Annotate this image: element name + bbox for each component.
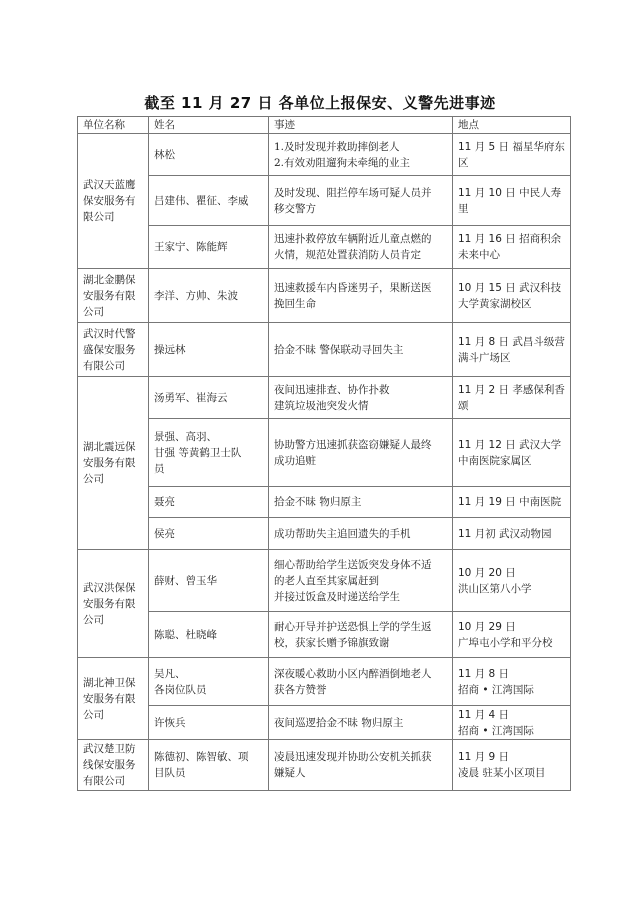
- deeds-cell: [269, 226, 453, 269]
- deeds-cell-line: 凌晨迅速发现并协助公安机关抓获: [274, 751, 432, 763]
- deeds-cell: [269, 176, 453, 226]
- document-title: 截至 11 月 27 日 各单位上报保安、义警先进事迹: [144, 94, 496, 112]
- deeds-cell: [269, 658, 453, 706]
- location-cell-line: 11 月 16 日 招商积余: [458, 233, 562, 245]
- deeds-cell: [269, 550, 453, 612]
- unit-name-cell-line: 武汉楚卫防: [83, 743, 136, 755]
- deeds-cell-line: 拾金不昧 警保联动寻回失主: [274, 343, 404, 356]
- header-deeds: 事迹: [269, 117, 453, 134]
- deeds-cell-line: 成功追赃: [274, 454, 316, 467]
- location-cell-line: 11 月初 武汉动物园: [458, 527, 552, 540]
- names-cell-line: 陈聪、杜晓峰: [154, 628, 217, 641]
- deeds-cell-line: 挽回生命: [274, 297, 316, 310]
- location-cell: [453, 226, 571, 269]
- deeds-cell-line: 迅速救援车内昏迷男子，果断送医: [274, 281, 432, 294]
- location-cell-line: 招商 • 江湾国际: [458, 683, 534, 696]
- unit-name-cell-line: 公司: [83, 473, 104, 485]
- unit-name-cell-line: 湖北震远保: [83, 441, 136, 453]
- names-cell-line: 操远林: [154, 343, 186, 356]
- location-cell-line: 满斗广场区: [458, 351, 511, 364]
- deeds-cell: [269, 269, 453, 323]
- names-cell-line: 各岗位队员: [154, 683, 207, 696]
- names-cell-line: 景强、高羽、: [154, 430, 217, 443]
- location-cell-line: 洪山区第八小学: [458, 582, 532, 595]
- names-cell: [149, 323, 269, 377]
- unit-name-cell: [78, 550, 149, 658]
- names-cell-line: 汤勇军、崔海云: [154, 391, 228, 404]
- unit-name-cell: [78, 269, 149, 323]
- location-cell-line: 10 月 15 日 武汉科技: [458, 281, 562, 294]
- unit-name-cell-line: 安服务有限: [83, 289, 136, 302]
- location-cell-line: 里: [458, 202, 469, 215]
- unit-name-cell: [78, 323, 149, 377]
- names-cell-line: 许恢兵: [154, 716, 186, 729]
- names-cell-line: 甘强 等黄鹤卫士队: [154, 446, 242, 459]
- deeds-cell-line: 火情，规范处置获消防人员肯定: [274, 249, 421, 261]
- unit-name-cell: [78, 658, 149, 740]
- header-location: 地点: [453, 117, 571, 134]
- location-cell-line: 广埠屯小学和平分校: [458, 636, 553, 649]
- location-cell: [453, 176, 571, 226]
- location-cell-line: 大学黄家湖校区: [458, 297, 532, 310]
- names-cell: [149, 518, 269, 550]
- deeds-cell-line: 夜间巡逻拾金不昧 物归原主: [274, 716, 404, 729]
- location-cell-line: 11 月 2 日 孝感保利香: [458, 383, 565, 396]
- table-row: [78, 658, 571, 706]
- deeds-cell: [269, 612, 453, 658]
- names-cell-line: 聂亮: [154, 496, 175, 508]
- names-cell-line: 目队员: [154, 767, 186, 779]
- location-cell: [453, 134, 571, 176]
- deeds-cell-line: 移交警方: [274, 202, 316, 215]
- location-cell-line: 10 月 29 日: [458, 620, 516, 633]
- deeds-cell: [269, 377, 453, 419]
- unit-name-cell-line: 保安服务有: [83, 195, 136, 207]
- table-row: [78, 706, 571, 740]
- deeds-cell-line: 细心帮助给学生送饭突发身体不适: [274, 558, 432, 571]
- location-cell: [453, 706, 571, 740]
- location-cell: [453, 612, 571, 658]
- location-cell: [453, 419, 571, 487]
- names-cell-line: 陈德初、陈智敏、项: [154, 751, 249, 763]
- deeds-cell: [269, 706, 453, 740]
- unit-name-cell-line: 限公司: [83, 211, 115, 223]
- deeds-cell: [269, 323, 453, 377]
- unit-name-cell-line: 湖北金鹏保: [83, 273, 136, 286]
- deeds-cell: [269, 487, 453, 518]
- location-cell: [453, 377, 571, 419]
- deeds-cell: [269, 419, 453, 487]
- location-cell: [453, 550, 571, 612]
- location-cell: [453, 740, 571, 791]
- names-cell: [149, 134, 269, 176]
- location-cell: [453, 487, 571, 518]
- location-cell-line: 11 月 19 日 中南医院: [458, 496, 562, 508]
- names-cell: [149, 487, 269, 518]
- deeds-cell-line: 耐心开导并护送恐惧上学的学生返: [274, 620, 432, 633]
- location-cell-line: 11 月 9 日: [458, 751, 510, 763]
- table-row: [78, 518, 571, 550]
- deeds-cell-line: 1.及时发现并救助摔倒老人: [274, 140, 400, 153]
- deeds-cell-line: 拾金不昧 物归原主: [274, 496, 362, 508]
- table-row: [78, 269, 571, 323]
- unit-name-cell-line: 安服务有限: [83, 597, 136, 610]
- location-cell: [453, 658, 571, 706]
- location-cell-line: 11 月 8 日 武昌斗级营: [458, 335, 565, 348]
- location-cell-line: 11 月 5 日 福星华府东: [458, 140, 565, 153]
- unit-name-cell: [78, 740, 149, 791]
- table-row: [78, 550, 571, 612]
- deeds-cell-line: 获各方赞誉: [274, 683, 327, 696]
- table-row: [78, 419, 571, 487]
- names-cell: [149, 740, 269, 791]
- deeds-cell-line: 2.有效劝阻遛狗未牵绳的业主: [274, 156, 411, 169]
- names-cell-line: 吴凡、: [154, 667, 186, 680]
- names-cell: [149, 176, 269, 226]
- deeds-cell: [269, 518, 453, 550]
- names-cell-line: 侯亮: [154, 527, 175, 540]
- deeds-cell-line: 校，获家长赠予锦旗致谢: [274, 636, 390, 649]
- names-cell-line: 王家宁、陈能辉: [154, 241, 228, 253]
- names-cell-line: 林松: [154, 148, 175, 161]
- names-cell: [149, 269, 269, 323]
- unit-name-cell-line: 有限公司: [83, 359, 125, 372]
- unit-name-cell-line: 武汉洪保保: [83, 581, 136, 594]
- names-cell-line: 员: [154, 462, 165, 475]
- unit-name-cell-line: 湖北神卫保: [83, 676, 136, 689]
- location-cell-line: 区: [458, 156, 469, 169]
- deeds-cell-line: 嫌疑人: [274, 767, 306, 779]
- unit-name-cell-line: 武汉天蓝鹰: [83, 179, 136, 191]
- deeds-cell: [269, 134, 453, 176]
- deeds-cell-line: 深夜暖心救助小区内醉酒倒地老人: [274, 667, 432, 680]
- deeds-cell-line: 并接过饭盒及时递送给学生: [274, 590, 400, 603]
- unit-name-cell: [78, 134, 149, 269]
- location-cell-line: 11 月 8 日: [458, 667, 510, 680]
- names-cell-line: 李洋、方帅、朱波: [154, 289, 238, 302]
- location-cell-line: 招商 • 江湾国际: [458, 724, 534, 737]
- deeds-cell-line: 协助警方迅速抓获盗窃嫌疑人最终: [274, 438, 432, 451]
- location-cell-line: 颂: [458, 399, 469, 412]
- deeds-cell-line: 成功帮助失主追回遗失的手机: [274, 527, 411, 540]
- names-cell: [149, 226, 269, 269]
- names-cell-line: 吕建伟、瞿征、李威: [154, 194, 249, 207]
- location-cell-line: 11 月 10 日 中民人寿: [458, 186, 562, 199]
- table-row: [78, 134, 571, 176]
- header-names: 姓名: [149, 117, 269, 134]
- table-row: [78, 740, 571, 791]
- achievements-table: [77, 116, 571, 791]
- names-cell: [149, 419, 269, 487]
- deeds-cell-line: 迅速扑救停放车辆附近儿童点燃的: [274, 233, 432, 245]
- names-cell: [149, 612, 269, 658]
- location-cell: [453, 269, 571, 323]
- table-header-row: [78, 117, 571, 134]
- deeds-cell-line: 夜间迅速排查、协作扑救: [274, 383, 390, 396]
- deeds-cell: [269, 740, 453, 791]
- unit-name-cell-line: 线保安服务: [83, 759, 136, 771]
- table-row: [78, 226, 571, 269]
- unit-name-cell-line: 公司: [83, 708, 104, 721]
- table-row: [78, 377, 571, 419]
- unit-name-cell-line: 有限公司: [83, 775, 125, 787]
- names-cell-line: 薛财、曾玉华: [154, 574, 217, 587]
- deeds-cell-line: 建筑垃圾池突发火情: [274, 399, 369, 412]
- table-row: [78, 612, 571, 658]
- location-cell-line: 凌晨 驻某小区项目: [458, 767, 546, 779]
- table-row: [78, 323, 571, 377]
- names-cell: [149, 706, 269, 740]
- unit-name-cell-line: 盛保安服务: [83, 343, 136, 356]
- table-row: [78, 176, 571, 226]
- location-cell-line: 11 月 4 日: [458, 708, 510, 721]
- names-cell: [149, 377, 269, 419]
- unit-name-cell-line: 公司: [83, 305, 104, 318]
- names-cell: [149, 550, 269, 612]
- table-row: [78, 487, 571, 518]
- unit-name-cell-line: 武汉时代警: [83, 327, 136, 340]
- names-cell: [149, 658, 269, 706]
- location-cell-line: 11 月 12 日 武汉大学: [458, 438, 562, 451]
- location-cell-line: 10 月 20 日: [458, 566, 516, 579]
- deeds-cell-line: 及时发现、阻拦停车场可疑人员并: [274, 186, 432, 199]
- unit-name-cell-line: 安服务有限: [83, 457, 136, 469]
- location-cell: [453, 323, 571, 377]
- location-cell: [453, 518, 571, 550]
- unit-name-cell: [78, 377, 149, 550]
- deeds-cell-line: 的老人直至其家属赶到: [274, 574, 379, 587]
- unit-name-cell-line: 安服务有限: [83, 692, 136, 705]
- location-cell-line: 中南医院家属区: [458, 454, 532, 467]
- unit-name-cell-line: 公司: [83, 613, 104, 626]
- header-unit: 单位名称: [78, 117, 149, 134]
- location-cell-line: 未来中心: [458, 249, 500, 261]
